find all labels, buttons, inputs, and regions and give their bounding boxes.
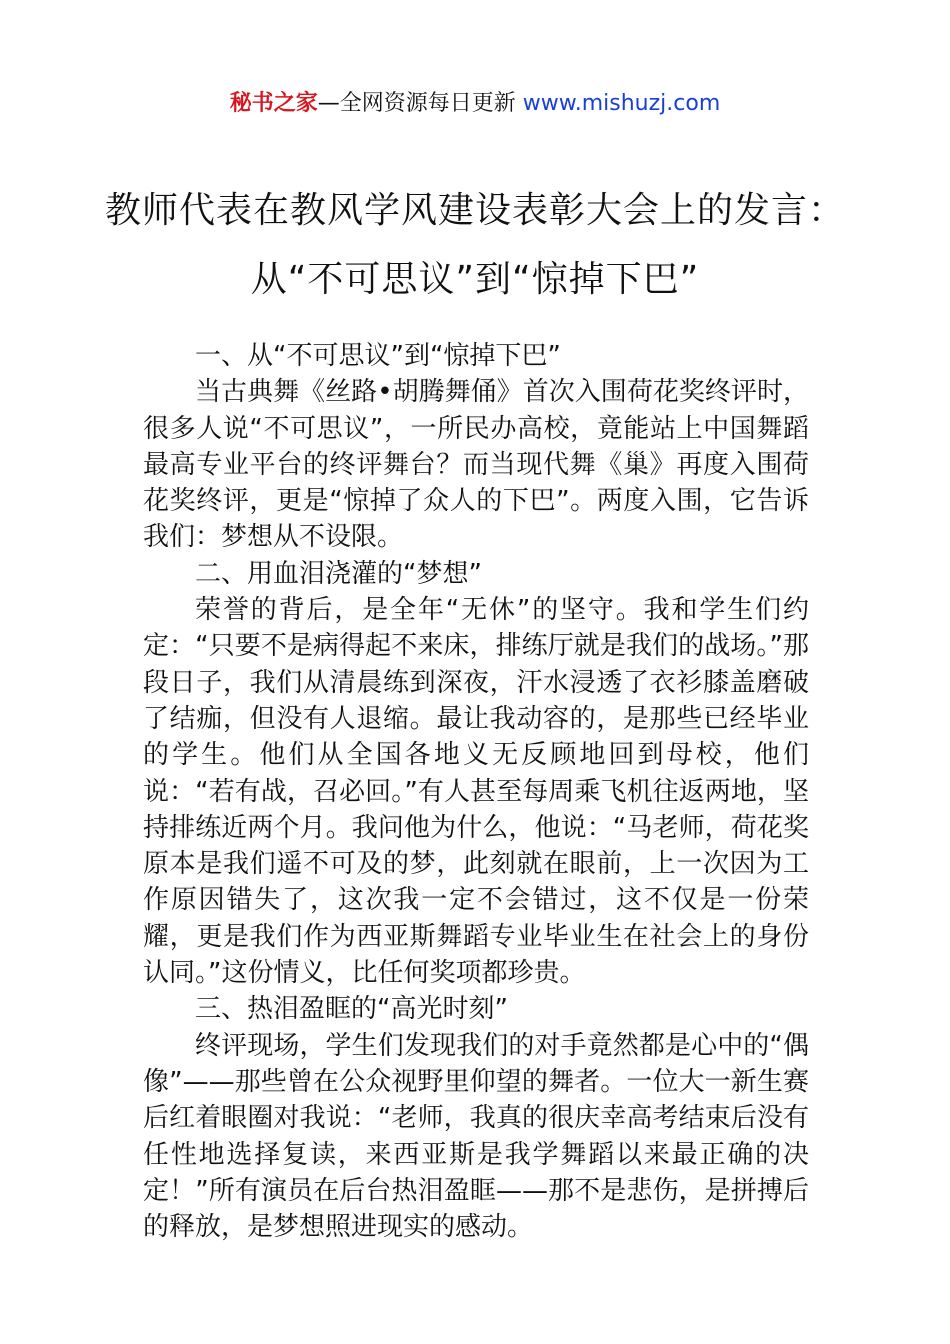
section-heading-1: 一、从“不可思议”到“惊掉下巴” — [195, 341, 561, 371]
site-header — [0, 88, 950, 120]
body-paragraph: 荣誉的背后，是全年“无休”的坚守。我和学生们约定：“只要不是病得起不来床，排练厅就是我们的战场。”那段日子，我们从清晨练到深夜，汗水浸透了衣衫膝盖磨破了结痂，但没有人退缩。最让我动容的，是那些已经毕业的学生。他们从全国各地义无反顾地回到母校，他们说：“若有战，召必回。”有人甚至每周乘飞机往返两地，坚持排练近两个月。我问他为什么，他说：“马老师，荷花奖原本是我们遥不可及的梦，此刻就在眼前，上一次因为工作原因错失了，这次我一定不会错过，这不仅是一份荣耀，更是我们作为西亚斯舞蹈专业毕业生在社会上的身份认同。”这份情义，比任何奖项都珍贵。 — [143, 595, 809, 989]
document-title: 教师代表在教风学风建设表彰大会上的发言：从“不可思议”到“惊掉下巴” — [104, 190, 845, 300]
site-brand: 秘书之家 — [229, 91, 318, 116]
body-paragraph: 终评现场，学生们发现我们的对手竟然都是心中的“偶像”——那些曾在公众视野里仰望的舞者。一位大一新生赛后红着眼圈对我说：“老师，我真的很庆幸高考结束后没有任性地选择复读，来西亚斯是我学舞蹈以来最正确的决定！”所有演员在后台热泪盈眶——那不是悲伤，是拼搏后的释放，是梦想照进现实的感动。 — [143, 1030, 809, 1243]
section-heading-3: 三、热泪盈眶的“高光时刻” — [195, 994, 508, 1025]
document-body — [143, 338, 809, 1245]
body-paragraph: 当古典舞《丝路•胡腾舞俑》首次入围荷花奖终评时，很多人说“不可思议”，一所民办高校，竟能站上中国舞蹈最高专业平台的终评舞台？而当现代舞《巢》再度入围荷花奖终评，更是“惊掉了众人的下巴”。两度入围，它告诉我们：梦想从不设限。 — [143, 377, 809, 553]
site-url-link[interactable]: www.mishuzj.com — [522, 91, 721, 116]
site-tagline: —全网资源每日更新 — [317, 91, 523, 116]
section-heading-2: 二、用血泪浇灌的“梦想” — [195, 558, 482, 589]
